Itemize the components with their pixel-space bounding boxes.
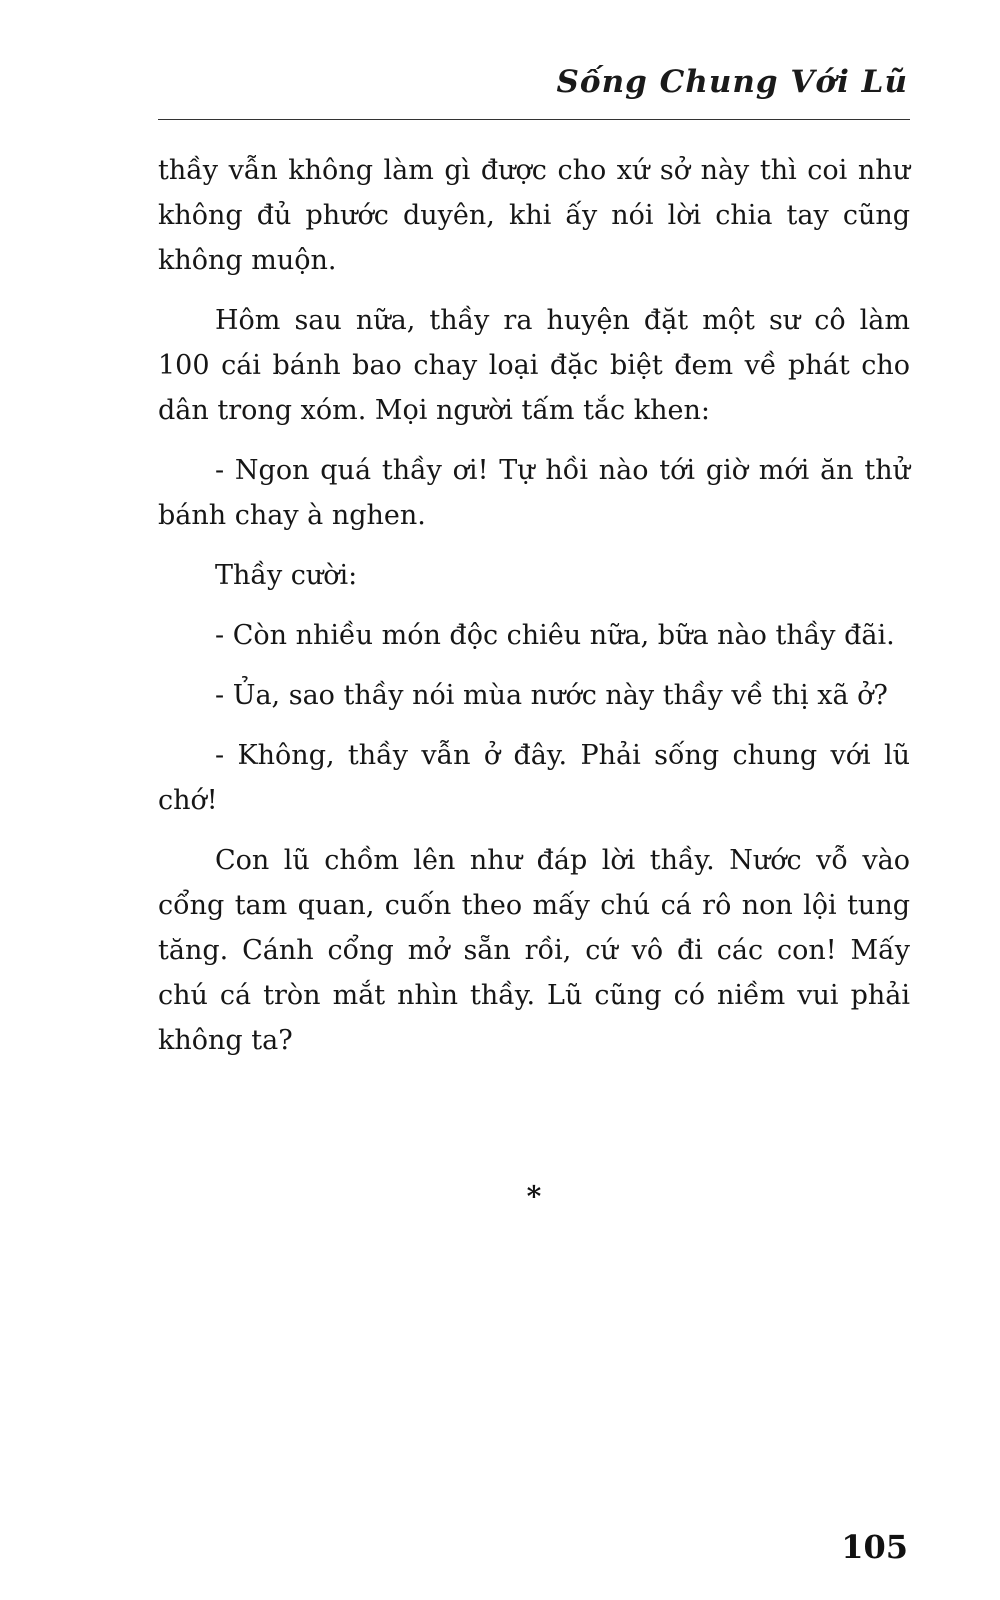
dialogue-line: - Ủa, sao thầy nói mùa nước này thầy về thị xã ở? [215,680,888,711]
dialogue-line: - Còn nhiều món độc chiêu nữa, bữa nào thầy đãi. [215,620,895,651]
section-separator: * [526,1180,542,1213]
page-number: 105 [841,1528,908,1566]
running-header-title: Sống Chung Với Lũ [556,64,908,100]
dialogue-line: - Không, thầy vẫn ở đây. Phải sống chung với lũ chớ! [158,740,910,816]
header-divider [158,119,910,120]
paragraph: Con lũ chồm lên như đáp lời thầy. Nước vỗ vào cổng tam quan, cuốn theo mấy chú cá rô non lội tung tăng. Cánh cổng mở sẵn rồi, cứ vô đi các con! Mấy chú cá tròn mắt nhìn thầy. Lũ cũng có niềm vui phải không ta? [158,845,910,1056]
paragraph: Hôm sau nữa, thầy ra huyện đặt một sư cô làm 100 cái bánh bao chay loại đặc biệt đem về phát cho dân trong xóm. Mọi người tấm tắc khen: [158,305,910,426]
paragraph: Thầy cười: [215,560,358,591]
dialogue-line: - Ngon quá thầy ơi! Tự hồi nào tới giờ mới ăn thử bánh chay à nghen. [158,455,910,531]
body-text [158,148,910,1078]
paragraph-continuation: thầy vẫn không làm gì được cho xứ sở này thì coi như không đủ phước duyên, khi ấy nói lời chia tay cũng không muộn. [158,155,910,276]
